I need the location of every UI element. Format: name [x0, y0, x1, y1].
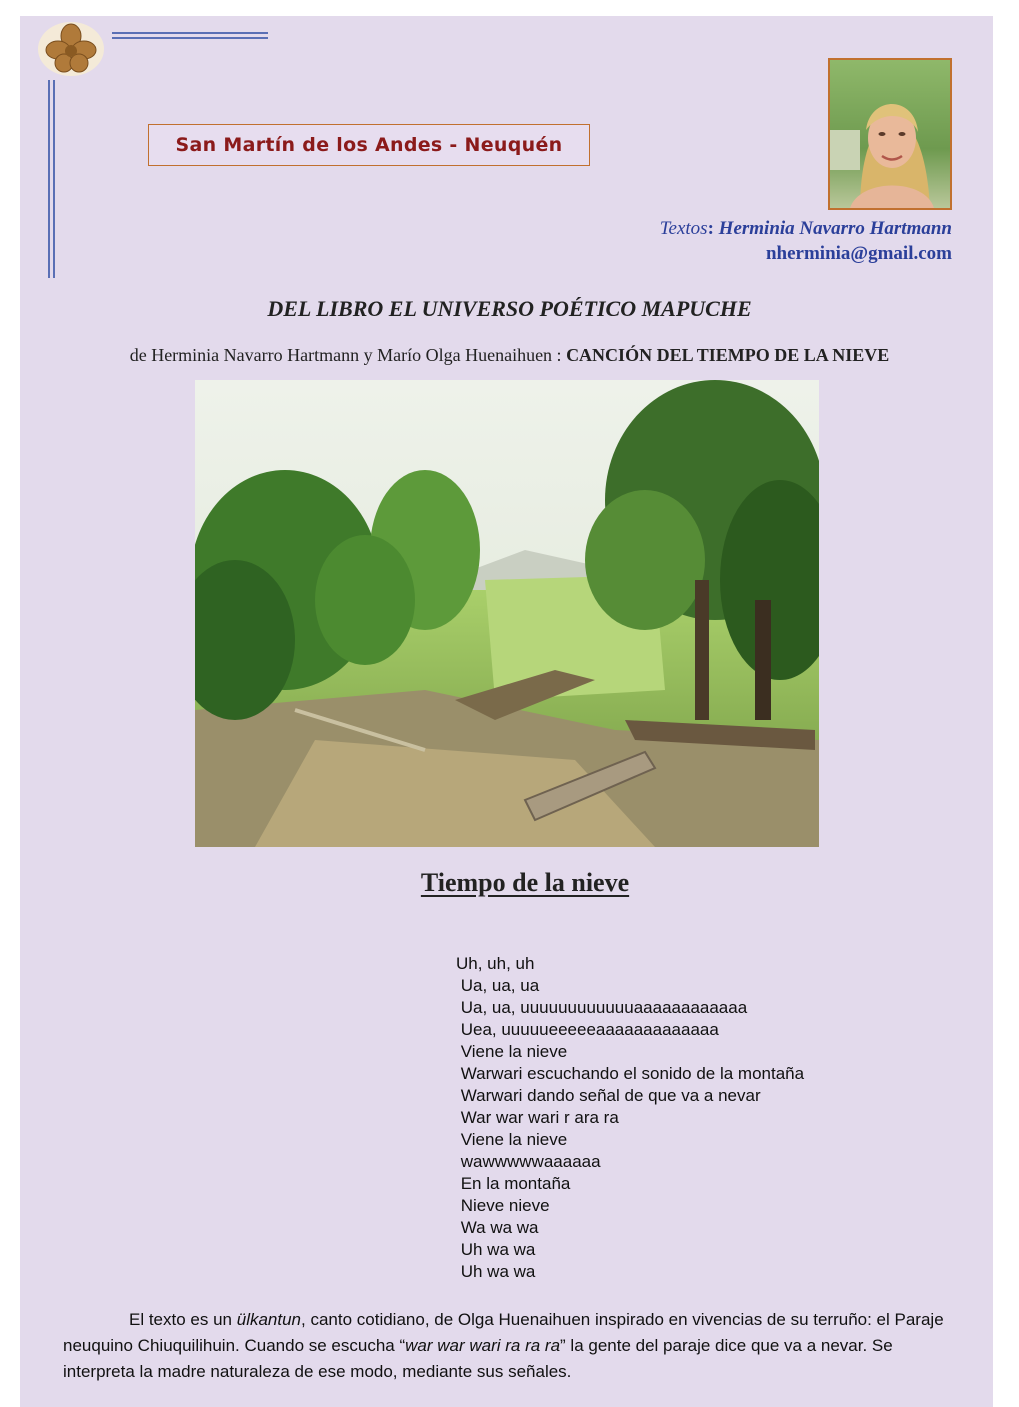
author-email: nherminia@gmail.com: [765, 243, 952, 264]
author-name: Herminia Navarro Hartmann: [718, 218, 952, 239]
landscape-photo: [195, 380, 819, 847]
poem-line: Uh wa wa: [456, 1240, 536, 1259]
poem-line: Uea, uuuuueeeeeaaaaaaaaaaaaa: [456, 1020, 719, 1039]
poem-line: Ua, ua, ua: [456, 976, 540, 995]
decorative-rule: [53, 80, 55, 278]
decorative-rule: [112, 37, 268, 39]
decorative-rule: [112, 32, 268, 34]
byline: [0, 345, 1019, 366]
poem-line: Uh wa wa: [456, 1262, 536, 1281]
paragraph-term: ülkantun: [236, 1310, 302, 1329]
location-text: San Martín de los Andes - Neuquén: [175, 134, 563, 156]
location-banner: [148, 124, 590, 166]
paragraph-text: , canto cotidiano, de Olga Huenaihuen inspirado en vivencias de su terruño: el Paraje neuquino Chiuquilihuin. Cuando se escucha “: [63, 1310, 944, 1355]
explanation-paragraph: [63, 1307, 953, 1385]
poem-body: [456, 953, 804, 1283]
song-title: CANCIÓN DEL TIEMPO DE LA NIEVE: [566, 345, 890, 365]
poem-line: Nieve nieve: [456, 1196, 550, 1215]
poem-title: Tiempo de la nieve: [420, 868, 630, 897]
poem-line: En la montaña: [456, 1174, 571, 1193]
poem-line: Warwari dando señal de que va a nevar: [456, 1086, 761, 1105]
paragraph-quote: war war wari ra ra ra: [405, 1336, 561, 1355]
poem-line: Ua, ua, uuuuuuuuuuuuaaaaaaaaaaaa: [456, 998, 748, 1017]
poem-line: Viene la nieve: [456, 1130, 568, 1149]
paragraph-text: ” la gente del paraje dice que va a nevar. Se interpreta la madre naturaleza de ese modo, mediante sus señales.: [63, 1336, 893, 1381]
poem-line: War war wari r ara ra: [456, 1108, 619, 1127]
poem-line: Viene la nieve: [456, 1042, 568, 1061]
poem-line: Warwari escuchando el sonido de la montaña: [456, 1064, 805, 1083]
author-portrait: [828, 58, 952, 210]
byline-authors: de Herminia Navarro Hartmann y Marío Olga Huenaihuen :: [129, 345, 567, 365]
book-title: DEL LIBRO EL UNIVERSO POÉTICO MAPUCHE: [267, 296, 752, 321]
poem-line: Wa wa wa: [456, 1218, 539, 1237]
flower-ornament-icon: [36, 20, 106, 78]
poem-line: wawwwwwaaaaaa: [456, 1152, 601, 1171]
decorative-rule: [48, 80, 50, 278]
paragraph-text: El texto es un: [129, 1310, 237, 1329]
credit-separator: :: [707, 218, 719, 239]
credit-label: Textos: [659, 218, 708, 239]
author-credit: [660, 216, 952, 266]
poem-line: Uh, uh, uh: [456, 954, 535, 973]
